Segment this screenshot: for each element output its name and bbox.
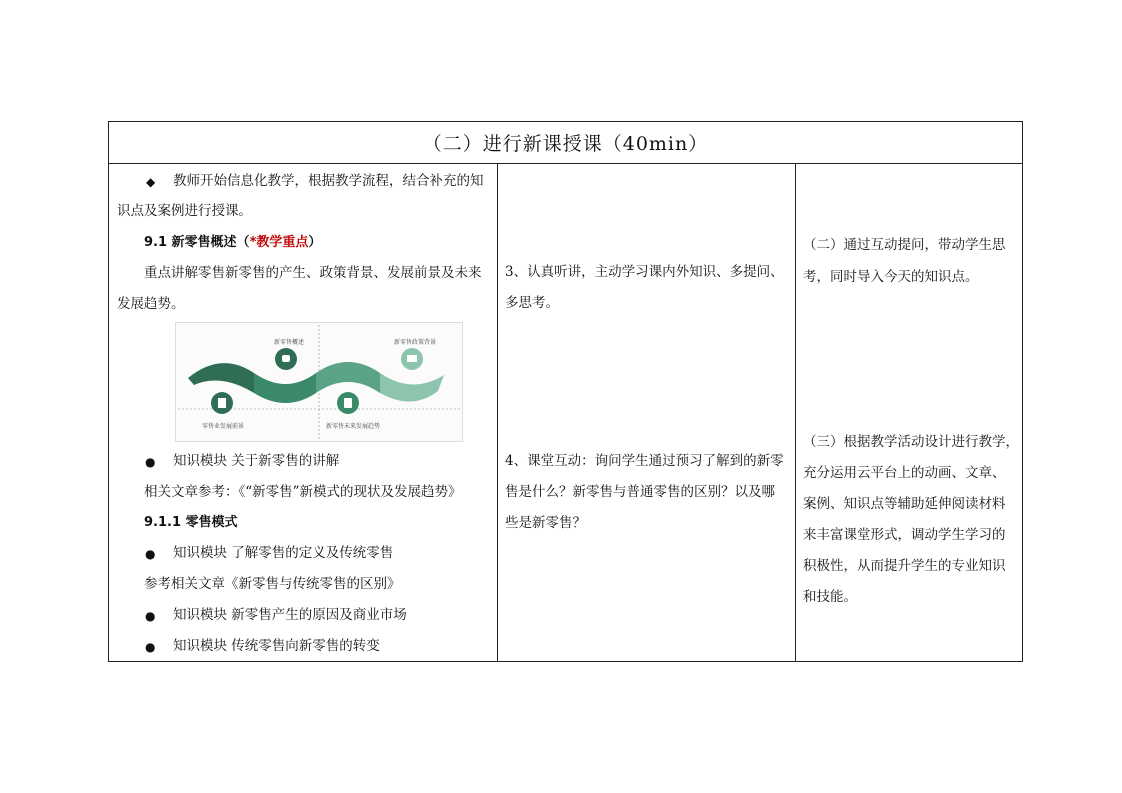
teaching-focus-label: 教学重点 — [256, 235, 309, 250]
wave-segment-1 — [188, 363, 254, 393]
section-title: （二）进行新课授课（40min） — [109, 122, 1022, 164]
knowledge-item-2: 知识模块 了解零售的定义及传统零售 — [173, 545, 394, 561]
intent-3-line-5: 积极性，从而提升学生的专业知识 — [803, 558, 1006, 574]
activity-4-line-3: 些是新零售？ — [505, 515, 586, 531]
activity-3-line-2: 多思考。 — [505, 295, 559, 311]
heading-prefix: 9.1 新零售概述（ — [144, 235, 250, 250]
figure-label-4: 新零售未来发展趋势 — [326, 423, 381, 430]
figure-label-3: 零售业发展前景 — [202, 423, 245, 430]
reference-2: 参考相关文章《新零售与传统零售的区别》 — [144, 576, 401, 592]
wave-segment-2 — [254, 373, 316, 403]
para1-line-2: 发展趋势。 — [117, 296, 185, 312]
activity-3-line-1: 3、认真听讲，主动学习课内外知识、多提问、 — [505, 264, 784, 280]
para1-line-1: 重点讲解零售新零售的产生、政策背景、发展前景及未来 — [144, 265, 482, 281]
knowledge-item-4: 知识模块 传统零售向新零售的转变 — [173, 638, 380, 654]
timeline-figure — [175, 322, 463, 442]
activity-4-line-1: 4、课堂互动：询问学生通过预习了解到的新零 — [505, 453, 784, 469]
intro-line-2: 识点及案例进行授课。 — [117, 203, 252, 219]
activity-4-line-2: 售是什么？新零售与普通零售的区别？以及哪 — [505, 484, 775, 500]
wave-segment-4 — [380, 373, 444, 402]
intent-3-line-6: 和技能。 — [803, 589, 857, 605]
knowledge-item-1: 知识模块 关于新零售的讲解 — [173, 453, 340, 469]
intent-3-line-3: 案例、知识点等辅助延伸阅读材料 — [803, 496, 1006, 512]
content-column — [109, 163, 498, 661]
circle-bullet-icon: ● — [145, 547, 156, 561]
diamond-bullet-icon: ◆ — [146, 175, 156, 189]
knowledge-item-3: 知识模块 新零售产生的原因及商业市场 — [173, 607, 407, 623]
circle-bullet-icon: ● — [145, 609, 156, 623]
reference-1: 相关文章参考：《“新零售”新模式的现状及发展趋势》 — [144, 484, 462, 500]
intent-3-line-2: 充分运用云平台上的动画、文章、 — [803, 465, 1006, 481]
wave-segment-3 — [316, 362, 380, 393]
heading-suffix: ） — [308, 235, 322, 250]
intent-2-line-1: （二）通过互动提问，带动学生思 — [803, 237, 1006, 253]
star-icon: * — [249, 235, 257, 250]
intent-3-line-4: 来丰富课堂形式，调动学生学习的 — [803, 527, 1006, 543]
intro-line-1: 教师开始信息化教学，根据教学流程，结合补充的知 — [173, 173, 484, 189]
design-intent-column — [796, 163, 1022, 661]
intent-2-line-2: 考，同时导入今天的知识点。 — [803, 269, 979, 285]
heading-retail-model: 9.1.1 零售模式 — [144, 515, 238, 530]
circle-bullet-icon: ● — [145, 455, 156, 469]
figure-label-1: 新零售概述 — [274, 339, 305, 346]
circle-bullet-icon: ● — [145, 640, 156, 654]
heading-new-retail-overview — [144, 234, 321, 252]
figure-label-2: 新零售政策背景 — [394, 339, 437, 346]
lesson-table — [108, 121, 1023, 662]
student-activity-column — [498, 163, 796, 661]
intent-3-line-1: （三）根据教学活动设计进行教学， — [803, 434, 1019, 450]
